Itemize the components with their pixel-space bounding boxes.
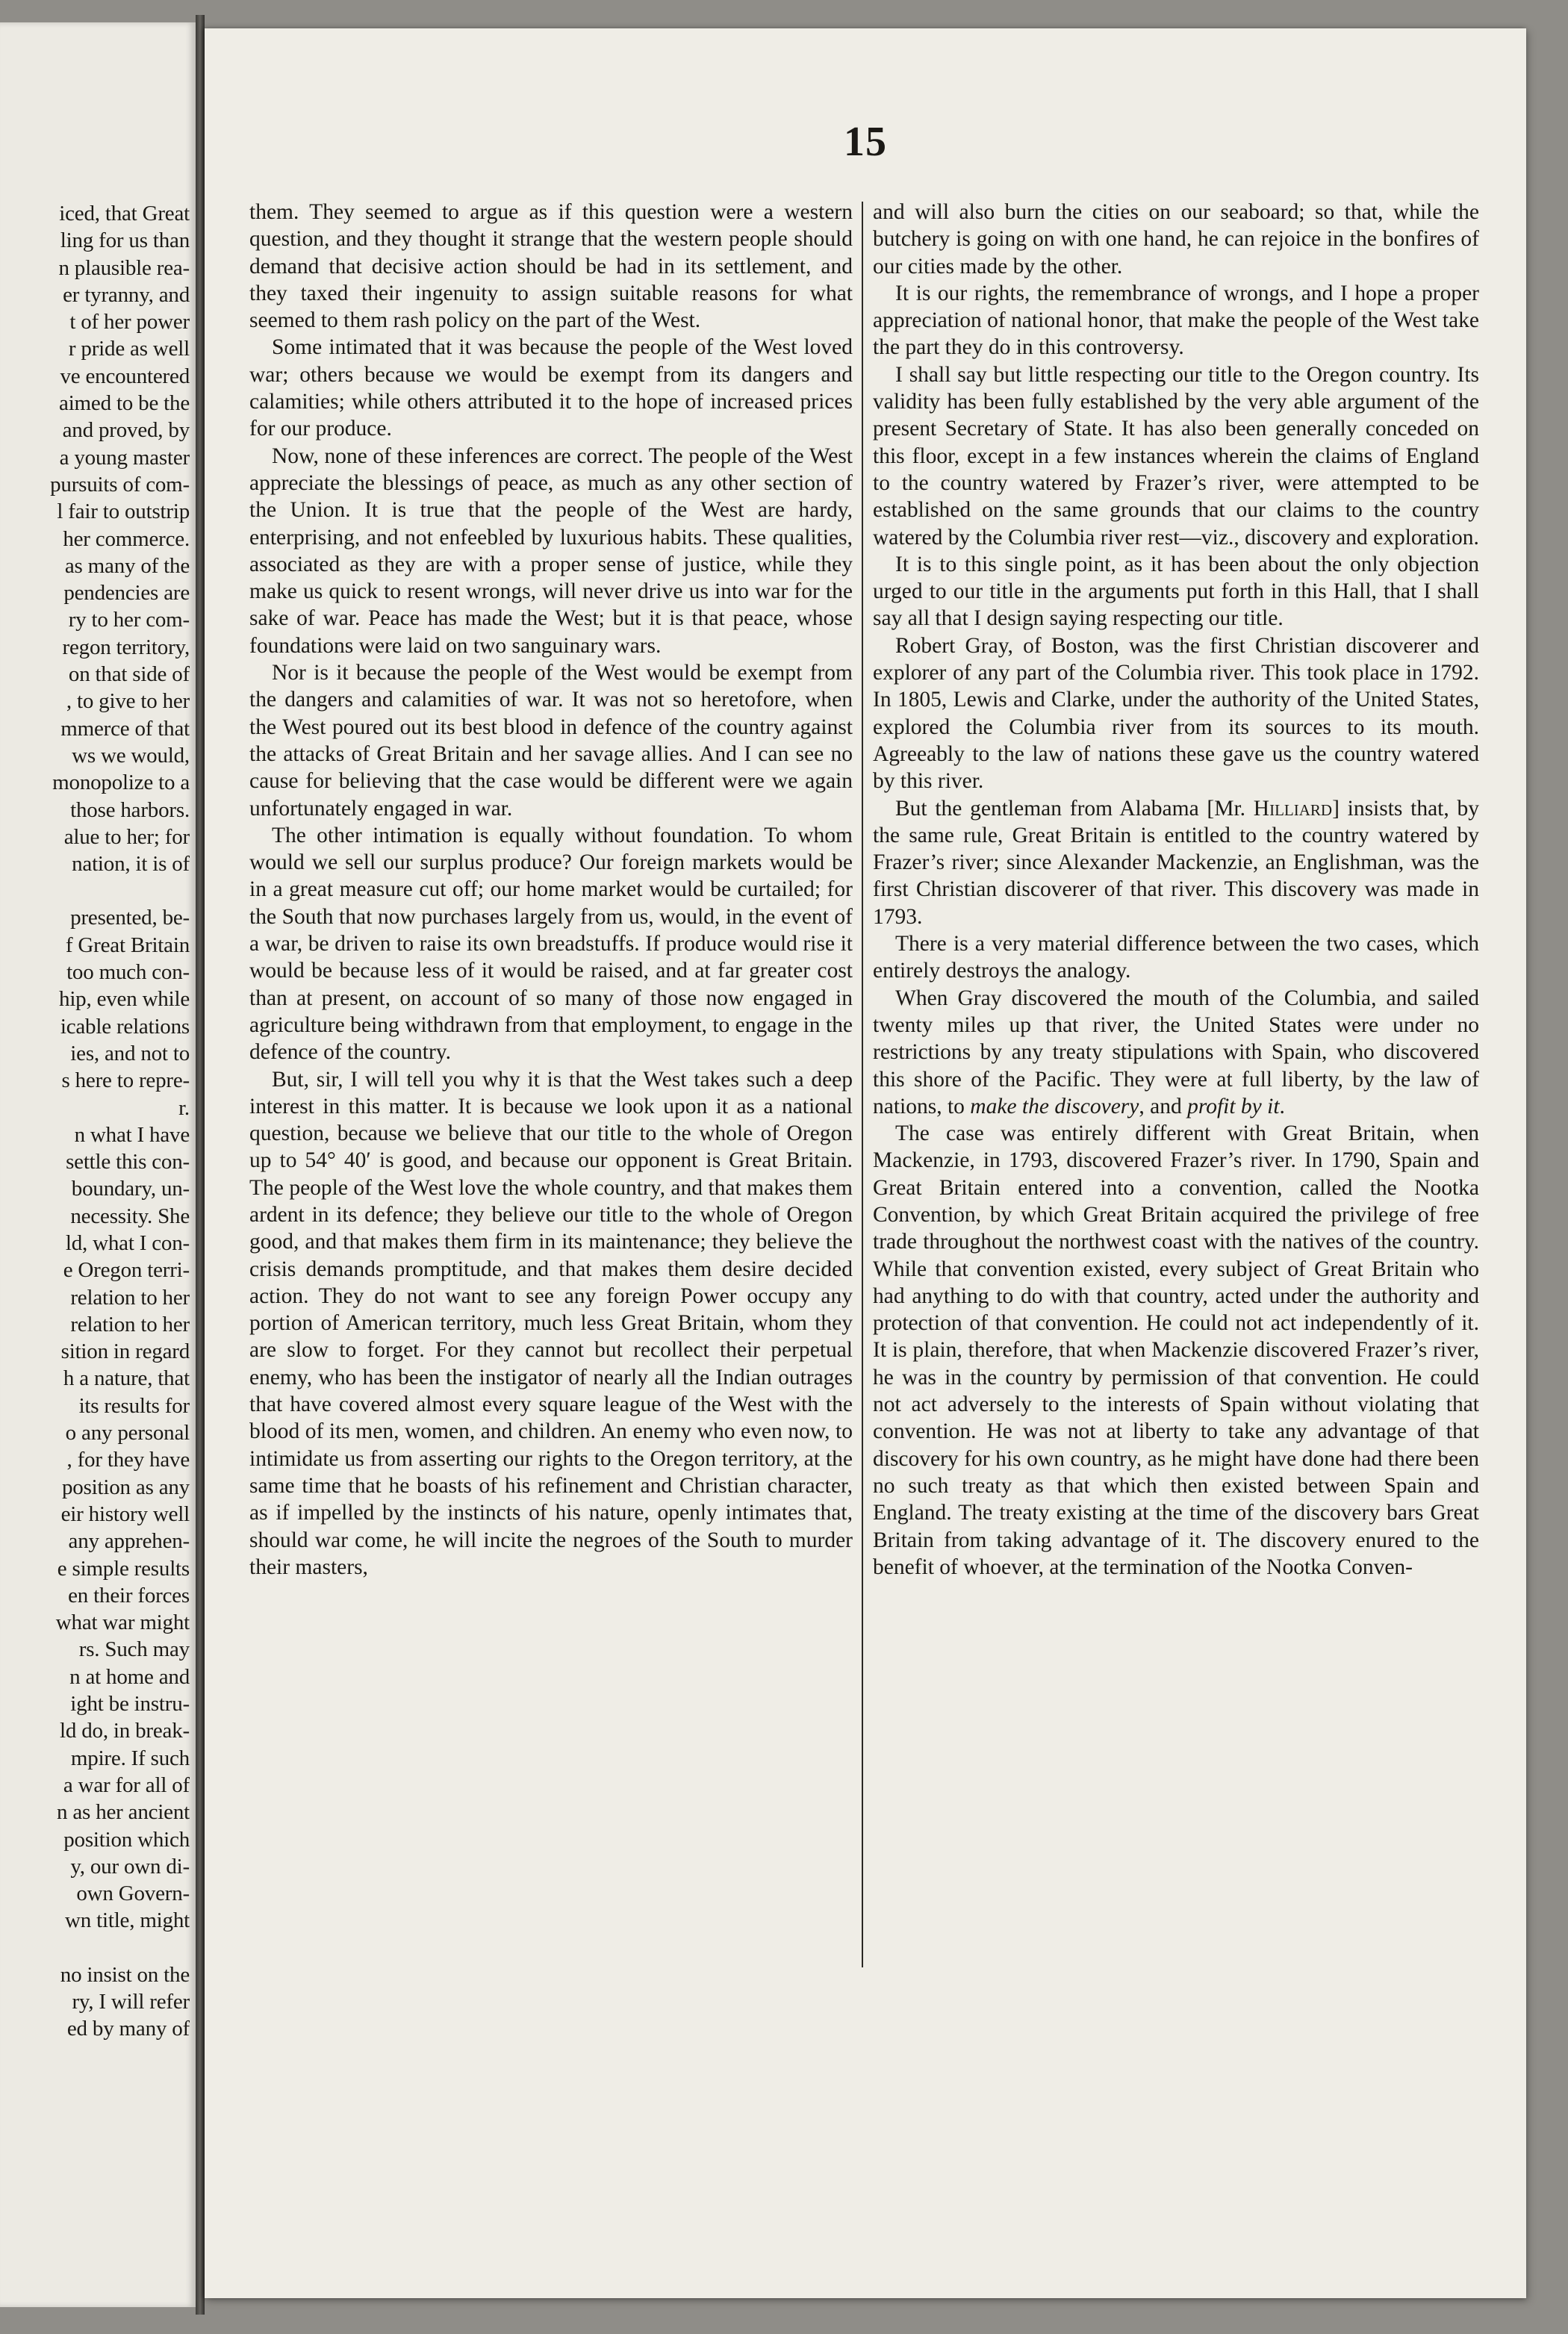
paragraph — [249, 443, 853, 659]
fragment-line: no insist on the — [60, 1962, 190, 1987]
paragraph — [873, 551, 1479, 632]
paragraph — [873, 632, 1479, 795]
paragraph — [249, 822, 853, 1066]
fragment-line: ws we would, — [72, 743, 190, 768]
paragraph — [249, 334, 853, 442]
fragment-line: e simple results — [57, 1556, 190, 1581]
fragment-line: hip, even while — [59, 987, 190, 1012]
fragment-line: icable relations — [60, 1014, 190, 1039]
fragment-line: her commerce. — [63, 526, 190, 551]
fragment-line: ve encountered — [60, 364, 190, 388]
fragment-line: r pride as well — [68, 337, 190, 361]
text-run: and will also burn the cities on our seaboard; so that, while the butchery is going on with one hand, he can rejoice in the bonfires of our cities made by the other. — [873, 200, 1479, 278]
text-column-left — [249, 199, 853, 1581]
fragment-line: n plausible rea- — [58, 255, 190, 280]
fragment-line: e Oregon terri- — [63, 1258, 190, 1283]
text-run: Nor is it because the people of the West would be exempt from the dangers and calamities of war. It was not so heretofore, when the West poured out its best blood in defence of the country against the attacks of Great Britain and her savage allies. And I can see no cause for believing that the case would be different were we again unfortunately engaged in war. — [249, 661, 853, 821]
text-run: Now, none of these inferences are correct. The people of the West appreciate the blessings of peace, as much as any other section of the Union. It is true that the people of the West are hardy, enterprising, and not enfeebled by luxurious habits. These qualities, associated as they are with a proper sense of justice, while they make us quick to resent wrongs, will never drive us into war for the sake of war. Peace has made the West; but it is that peace, whose foundations were laid on two sanguinary wars. — [249, 444, 853, 658]
paragraph — [249, 1066, 853, 1581]
previous-page-fragment — [0, 22, 196, 2307]
fragment-line: relation to her — [70, 1312, 190, 1336]
fragment-line: mmerce of that — [60, 716, 190, 741]
fragment-line: ight be instru- — [70, 1692, 190, 1717]
fragment-line: any apprehen- — [68, 1529, 190, 1554]
fragment-line: l fair to outstrip — [57, 500, 190, 524]
text-run: . — [1279, 1094, 1285, 1118]
fragment-line: wn title, might — [65, 1908, 190, 1933]
text-run: I shall say but little respecting our title to the Oregon country. Its validity has been fully established by the very able argument of the present Secretary of State. It has also been generally conceded on this floor, except in a few instances wherein the claims of England to the country watered by Frazer’s river, were attempted to be established on the same grounds that our claims to the country watered by the Columbia river rest—viz., discovery and exploration. — [873, 362, 1479, 550]
fragment-line: er tyranny, and — [63, 282, 190, 307]
paragraph — [249, 199, 853, 334]
text-run: Robert Gray, of Boston, was the first Christian discoverer and explorer of any part of the Columbia river. This took place in 1792. In 1805, Lewis and Clarke, under the authority of the United States, explored the Columbia river from its sources to its mouth. Agreeably to the law of nations these gave us the country watered by this river. — [873, 633, 1479, 794]
text-run: , and — [1139, 1094, 1188, 1118]
fragment-line: f Great Britain — [65, 933, 190, 957]
fragment-line: ld, what I con- — [65, 1230, 190, 1255]
fragment-line: rs. Such may — [78, 1637, 190, 1662]
fragment-line: t of her power — [69, 310, 190, 334]
fragment-line: ld do, in break- — [60, 1719, 190, 1743]
fragment-line: , to give to her — [66, 689, 190, 714]
fragment-line: a war for all of — [63, 1773, 190, 1797]
italic-text: profit by it — [1187, 1094, 1280, 1118]
fragment-line: position which — [63, 1827, 190, 1852]
text-run: But the gentleman from Alabama [Mr. — [895, 796, 1254, 821]
text-run: them. They seemed to argue as if this question were a western question, and they thought it strange that the western people should demand that decisive action should be had in its settlement, and they taxed their ingenuity to assign suitable reasons for what seemed to them rash policy on the part of the West. — [249, 200, 853, 333]
fragment-line: n as her ancient — [57, 1800, 190, 1825]
fragment-line: r. — [178, 1095, 190, 1120]
fragment-line: as many of the — [64, 553, 190, 578]
paragraph — [873, 985, 1479, 1120]
fragment-line: pursuits of com- — [50, 472, 190, 497]
fragment-line: presented, be- — [70, 906, 190, 930]
fragment-line: what war might — [55, 1611, 190, 1635]
page — [205, 28, 1526, 2298]
fragment-line: sition in regard — [60, 1339, 190, 1364]
fragment-line: monopolize to a — [52, 771, 190, 795]
line-gap — [0, 877, 190, 904]
fragment-line: eir history well — [60, 1501, 190, 1526]
line-gap — [0, 1935, 190, 1961]
fragment-line: alue to her; for — [63, 824, 190, 849]
fragment-line: s here to repre- — [61, 1068, 190, 1093]
text-run: It is to this single point, as it has been about the only objection urged to our title in the arguments put forth in this Hall, that I shall say all that I design saying respecting our title. — [873, 552, 1479, 631]
text-run: When Gray discovered the mouth of the Columbia, and sailed twenty miles up that river, the United States were under no restrictions by any treaty stipulations with Spain, who discovered this shore of the Pacific. They were at full liberty, by the law of nations, to — [873, 986, 1479, 1118]
fragment-line: regon territory, — [62, 635, 190, 659]
fragment-line: ling for us than — [60, 228, 190, 253]
text-run: ] insists that, by the same rule, Great Britain is entitled to the country watered by Frazer’s river; since Alexander Mackenzie, an Englishman, was the first Christian discoverer of that river. This discovery was made in 1793. — [873, 796, 1479, 929]
fragment-line: ry to her com- — [68, 608, 190, 632]
fragment-line: en their forces — [68, 1583, 190, 1608]
fragment-line: aimed to be the — [59, 391, 190, 416]
fragment-line: n what I have — [74, 1122, 190, 1147]
fragment-line: necessity. She — [70, 1204, 190, 1228]
paragraph — [249, 659, 853, 822]
fragment-line: on that side of — [68, 662, 190, 687]
fragment-line: n at home and — [69, 1664, 190, 1689]
fragment-line: , for they have — [66, 1448, 190, 1472]
name-small-caps: Hilliard — [1253, 796, 1333, 821]
paragraph — [873, 930, 1479, 985]
fragment-line: own Govern- — [76, 1882, 190, 1906]
fragment-line: pendencies are — [63, 581, 190, 606]
fragment-line: ies, and not to — [70, 1041, 190, 1065]
fragment-line: position as any — [62, 1475, 190, 1499]
fragment-line: those harbors. — [70, 797, 190, 822]
column-rule — [862, 202, 863, 1967]
fragment-line: its results for — [78, 1393, 190, 1418]
paragraph — [873, 199, 1479, 280]
text-run: The case was entirely different with Great Britain, when Mackenzie, in 1793, discovered Frazer’s river. In 1790, Spain and Great Britain entered into a convention, called the Nootka Convention, by which Great Britain acquired the privilege of free trade throughout the northwest coast with the natives of the country. While that convention existed, every subject of Great Britain who had anything to do with that country, acted under the authority and protection of that convention. He could not act independently of it. It is plain, therefore, that when Mackenzie discovered Frazer’s river, he was in the country by permission of that convention. He could not act adversely to the interests of Spain without violating that convention. He was not at liberty to take any advantage of that discovery for his own country, as he might have done had there been no such treaty as that which then existed between Spain and England. The treaty existing at the time of the discovery bars Great Britain from taking advantage of it. The discovery enured to the benefit of whoever, at the termination of the Nootka Conven- — [873, 1121, 1479, 1579]
page-number: 15 — [844, 119, 887, 165]
italic-text: make the discovery — [970, 1094, 1139, 1118]
fragment-line: ry, I will refer — [72, 1990, 190, 2014]
fragment-line: h a nature, that — [63, 1366, 190, 1391]
book-gutter — [196, 15, 205, 2315]
fragment-line: a young master — [59, 445, 190, 470]
text-run: It is our rights, the remembrance of wrongs, and I hope a proper appreciation of national honor, that make the people of the West take the part they do in this controversy. — [873, 281, 1479, 360]
text-run: But, sir, I will tell you why it is that the West takes such a deep interest in this matter. It is because we look upon it as a national question, because we believe that our title to the whole of Oregon up to 54° 40′ is good, and because our opponent is Great Britain. The people of the West love the whole country, and that makes them ardent in its defence; they believe our title to the whole of Oregon good, and that makes them firm in its maintenance; they believe the crisis demands promptitude, and that makes them desire decided action. They do not want to see any foreign Power occupy any portion of American territory, much less Great Britain, whom they are slow to forget. For they cannot but recollect their perpetual enemy, who has been the instigator of nearly all the Indian outrages that have covered almost every square league of the West with the blood of its men, women, and children. An enemy who even now, to intimidate us from asserting our rights to the Oregon territory, at the same time that he boasts of his refinement and Christian character, as if impelled by the instincts of his nature, openly intimates that, should war come, he will incite the negroes of the South to murder their masters, — [249, 1067, 853, 1579]
fragment-line: iced, that Great — [59, 202, 190, 225]
fragment-line: nation, it is of — [72, 852, 190, 877]
paragraph — [873, 361, 1479, 551]
paragraph — [873, 280, 1479, 361]
previous-page-column — [0, 200, 190, 2043]
fragment-line: boundary, un- — [71, 1177, 190, 1201]
fragment-line: and proved, by — [62, 418, 190, 443]
text-column-right — [873, 199, 1479, 1581]
fragment-line: relation to her — [70, 1285, 190, 1310]
fragment-line: mpire. If such — [70, 1746, 190, 1770]
fragment-line: o any personal — [65, 1421, 190, 1445]
fragment-line: settle this con- — [66, 1150, 190, 1174]
fragment-line: too much con- — [66, 960, 190, 985]
text-run: The other intimation is equally without foundation. To whom would we sell our surplus produce? Our foreign markets would be in a great measure cut off; our home market would be curtailed; for the South that now purchases largely from us, would, in the event of a war, be driven to raise its own breadstuffs. If produce would rise it would be because less of it would be raised, and at far greater cost than at present, on account of so many of those now engaged in agriculture being withdrawn from that employment, to engage in the defence of the country. — [249, 823, 853, 1065]
text-run: There is a very material difference between the two cases, which entirely destroys the analogy. — [873, 932, 1479, 983]
fragment-line: ed by many of — [66, 2017, 190, 2041]
paragraph — [873, 795, 1479, 930]
paragraph — [873, 1120, 1479, 1581]
text-run: Some intimated that it was because the people of the West loved war; others because we would be exempt from its dangers and calamities; while others attributed it to the hope of increased prices for our produce. — [249, 335, 853, 441]
fragment-line: y, our own di- — [70, 1854, 190, 1879]
